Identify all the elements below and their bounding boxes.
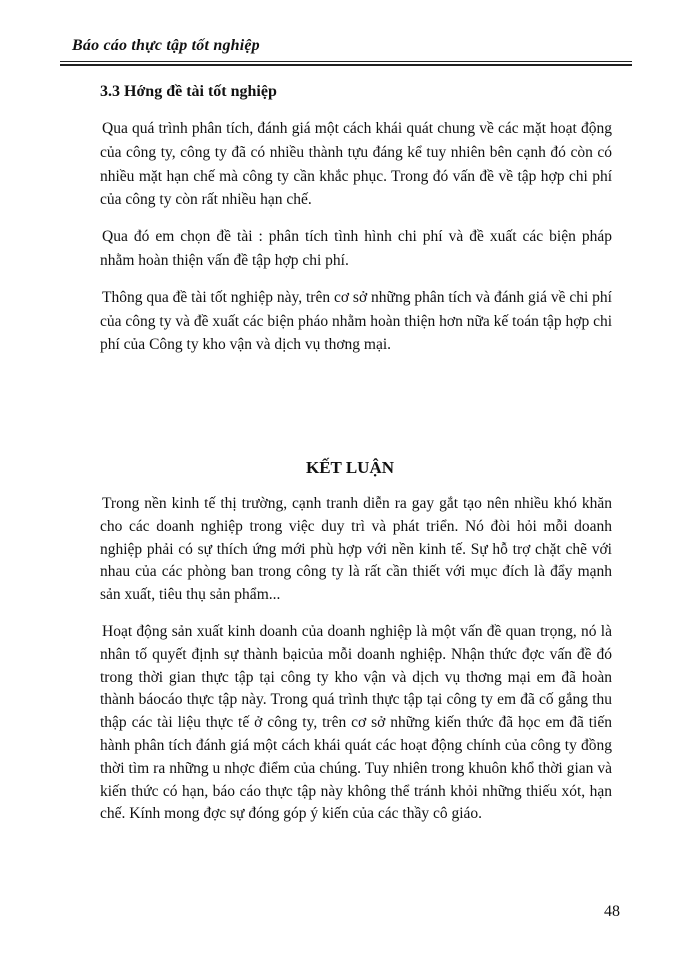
section-heading: 3.3 Hớng đề tài tốt nghiệp <box>100 83 277 100</box>
conclusion-paragraph: Trong nền kinh tế thị trường, cạnh tranh diễn ra gay gắt tạo nên nhiều khó khăn cho các doanh nghiệp trong việc duy trì và phát triển. Nó đòi hỏi mỗi doanh nghiệp phải có sự thích ứng mới phù hợp với nền kinh tế. Sự hỗ trợ chặt chẽ với nhau của các phòng ban trong công ty là rất cần thiết với mục đích là đẩy mạnh sản xuất, tiêu thụ sản phẩm... <box>100 495 612 604</box>
header-title: Báo cáo thực tập tốt nghiệp <box>72 37 260 54</box>
header-rule-thin <box>60 61 632 62</box>
section-paragraph: Qua quá trình phân tích, đánh giá một cách khái quát chung về các mặt hoạt động của công ty, công ty đã có nhiều thành tựu đáng kể tuy nhiên bên cạnh đó còn có nhiều mặt hạn chế mà công ty cần khắc phục. Trong đó vấn đề về tập hợp chi phí của công ty còn rất nhiều hạn chế. <box>100 120 612 209</box>
conclusion-paragraph: Hoạt động sản xuất kinh doanh của doanh nghiệp là một vấn đề quan trọng, nó là nhân tố quyết định sự thành bạicủa mỗi doanh nghiệp. Nhận thức đợc vấn đề đó trong thời gian thực tập tại công ty kho vận và dịch vụ thơng mại em đã hoàn thành báocáo thực tập này. Trong quá trình thực tập tại công ty em đã cố gắng thu thập các tài liệu thực tế ở công ty, trên cơ sở những kiến thức đã học em đã tiến hành phân tích đánh giá một cách khái quát các hoạt động chính của công ty đồng thời tìm ra những u nhợc điểm của chúng. Tuy nhiên trong khuôn khổ thời gian và kiến thức có hạn, báo cáo thực tập này không thể tránh khỏi những thiếu xót, hạn chế. Kính mong đợc sự đóng góp ý kiến của các thầy cô giáo. <box>100 622 612 823</box>
conclusion-body <box>100 493 612 840</box>
conclusion-title: KẾT LUẬN <box>305 458 394 477</box>
header-rule-thick <box>60 64 632 66</box>
section-paragraph: Qua đó em chọn đề tài : phân tích tình hình chi phí và đề xuất các biện pháp nhằm hoàn thiện vấn đề tập hợp chi phí. <box>100 228 612 269</box>
section-paragraph: Thông qua đề tài tốt nghiệp này, trên cơ sở những phân tích và đánh giá về chi phí của công ty và đề xuất các biện pháo nhằm hoàn thiện hơn nữa kế toán tập hợp chi phí của Công ty kho vận và dịch vụ thơng mại. <box>100 288 613 354</box>
page-number: 48 <box>604 903 620 920</box>
section-body <box>100 117 612 370</box>
